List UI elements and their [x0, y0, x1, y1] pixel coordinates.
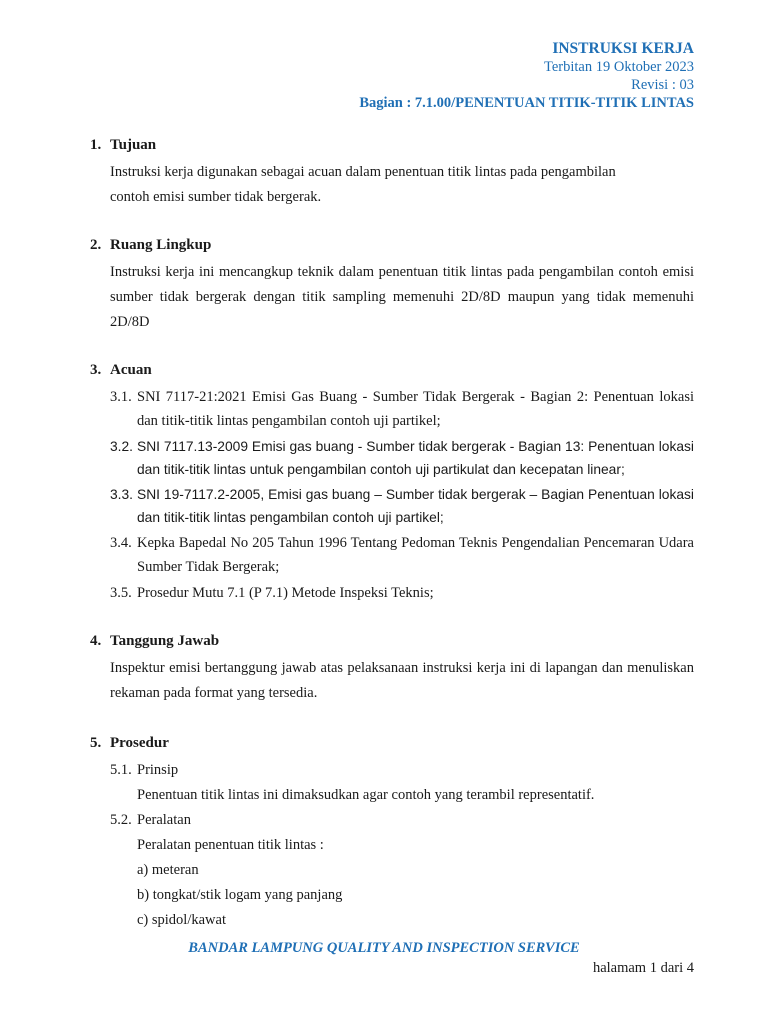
doc-type-title: INSTRUKSI KERJA — [552, 40, 694, 57]
document-header — [359, 40, 694, 113]
section-title: 3. Acuan — [90, 362, 152, 378]
subsection-prinsip: 5.1. Prinsip — [110, 762, 179, 778]
issue-date: Terbitan 19 Oktober 2023 — [544, 59, 694, 75]
section-tanggung-jawab — [90, 632, 694, 706]
section-text: Inspektur emisi bertanggung jawab atas pelaksanaan instruksi kerja ini di lapangan dan menuliskan rekaman pada format yang tersedia. — [110, 660, 694, 701]
section-title: 1. Tujuan — [90, 137, 157, 153]
section-title: 2. Ruang Lingkup — [90, 237, 212, 253]
prinsip-text: Penentuan titik lintas ini dimaksudkan agar contoh yang terambil representatif. — [137, 787, 595, 803]
section-reference: Bagian : 7.1.00/PENENTUAN TITIK-TITIK LINTAS — [359, 95, 694, 111]
reference-item: 3.3. SNI 19-7117.2-2005, Emisi gas buang – Sumber tidak bergerak – Bagian Penentuan lokasi dan titik-titik lintas pengambilan contoh uji partikel; — [110, 487, 694, 525]
subsection-peralatan: 5.2. Peralatan — [110, 812, 191, 828]
reference-item: 3.5. Prosedur Mutu 7.1 (P 7.1) Metode Inspeksi Teknis; — [110, 585, 434, 601]
equipment-item: c) spidol/kawat — [137, 912, 226, 928]
reference-list — [90, 385, 694, 605]
section-prosedur — [90, 734, 694, 933]
equipment-item: a) meteran — [137, 862, 199, 878]
section-ruang-lingkup — [90, 236, 694, 335]
footer-company: BANDAR LAMPUNG QUALITY AND INSPECTION SERVICE — [188, 940, 580, 956]
section-tujuan — [90, 136, 694, 210]
revision: Revisi : 03 — [631, 77, 694, 93]
equipment-item: b) tongkat/stik logam yang panjang — [137, 887, 343, 903]
section-title: 5. Prosedur — [90, 735, 169, 751]
reference-item: 3.2. SNI 7117.13-2009 Emisi gas buang - Sumber tidak bergerak - Bagian 13: Penentuan lokasi dan titik-titik lintas untuk pengambilan contoh uji partikulat dan kecepatan linear; — [110, 439, 694, 477]
peralatan-intro: Peralatan penentuan titik lintas : — [137, 837, 324, 853]
section-acuan — [90, 361, 694, 605]
section-title: 4. Tanggung Jawab — [90, 633, 220, 649]
section-text: Instruksi kerja ini mencangkup teknik dalam penentuan titik lintas pada pengambilan contoh emisi sumber tidak bergerak dengan titik sampling memenuhi 2D/8D maupun yang tidak memenuhi 2D/8D — [110, 264, 694, 330]
section-text: Instruksi kerja digunakan sebagai acuan dalam penentuan titik lintas pada pengambilan contoh emisi sumber tidak bergerak. — [110, 164, 616, 205]
reference-item: 3.1. SNI 7117-21:2021 Emisi Gas Buang - Sumber Tidak Bergerak - Bagian 2: Penentuan lokasi dan titik-titik lintas pengambilan contoh uji partikel; — [110, 389, 694, 429]
page-number: halamam 1 dari 4 — [592, 960, 694, 976]
reference-item: 3.4. Kepka Bapedal No 205 Tahun 1996 Tentang Pedoman Teknis Pengendalian Pencemaran Udara Sumber Tidak Bergerak; — [110, 535, 694, 575]
